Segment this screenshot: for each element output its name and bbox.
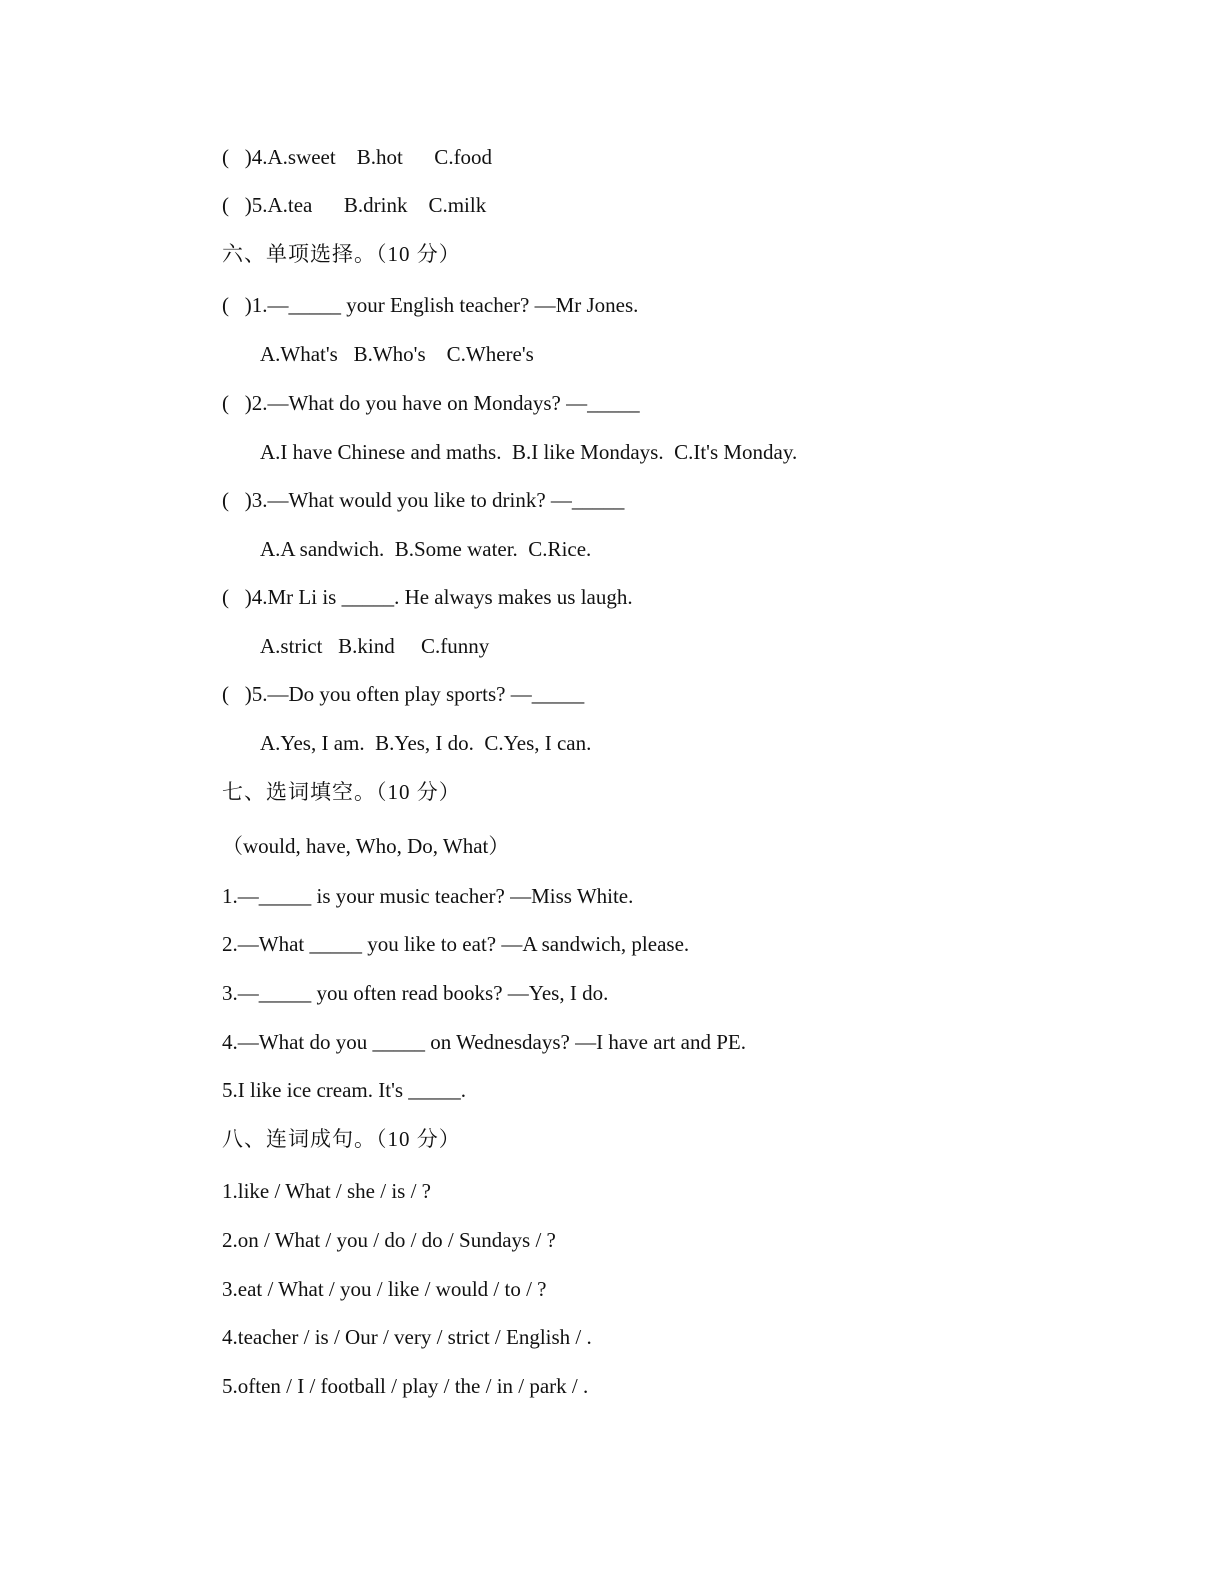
section6-q1-stem: ( )1.—_____ your English teacher? —Mr Jones. [222, 293, 639, 317]
section7-item-4: 4.—What do you _____ on Wednesdays? —I have art and PE. [222, 1030, 746, 1054]
section6-q2-stem: ( )2.—What do you have on Mondays? —_____ [222, 391, 640, 415]
section6-q5-stem: ( )5.—Do you often play sports? —_____ [222, 682, 585, 706]
section8-item-5: 5.often / I / football / play / the / in / park / . [222, 1374, 589, 1398]
section6-q4-options: A.strict B.kind C.funny [260, 634, 490, 658]
section6-q1-options: A.What's B.Who's C.Where's [260, 342, 534, 366]
section7-item-5: 5.I like ice cream. It's _____. [222, 1078, 467, 1102]
section7-item-2: 2.—What _____ you like to eat? —A sandwich, please. [222, 932, 690, 956]
section5-question-5: ( )5.A.tea B.drink C.milk [222, 193, 487, 217]
section7-item-3: 3.—_____ you often read books? —Yes, I do. [222, 981, 609, 1005]
section8-heading: 八、连词成句。（10 分） [222, 1127, 461, 1151]
section8-item-4: 4.teacher / is / Our / very / strict / English / . [222, 1325, 592, 1349]
section6-q3-stem: ( )3.—What would you like to drink? —_____ [222, 488, 625, 512]
section8-item-3: 3.eat / What / you / like / would / to / ? [222, 1277, 547, 1301]
section7-item-1: 1.—_____ is your music teacher? —Miss White. [222, 884, 634, 908]
section8-item-2: 2.on / What / you / do / do / Sundays / ? [222, 1228, 556, 1252]
section6-q3-options: A.A sandwich. B.Some water. C.Rice. [260, 537, 592, 561]
section6-q4-stem: ( )4.Mr Li is _____. He always makes us laugh. [222, 585, 633, 609]
section5-question-4: ( )4.A.sweet B.hot C.food [222, 145, 493, 169]
section7-heading: 七、选词填空。（10 分） [222, 780, 461, 804]
section6-heading: 六、单项选择。（10 分） [222, 242, 461, 266]
section7-word-bank: （would, have, Who, Do, What） [222, 834, 510, 858]
section8-item-1: 1.like / What / she / is / ? [222, 1179, 431, 1203]
section6-q5-options: A.Yes, I am. B.Yes, I do. C.Yes, I can. [260, 731, 592, 755]
section6-q2-options: A.I have Chinese and maths. B.I like Mondays. C.It's Monday. [260, 440, 798, 464]
